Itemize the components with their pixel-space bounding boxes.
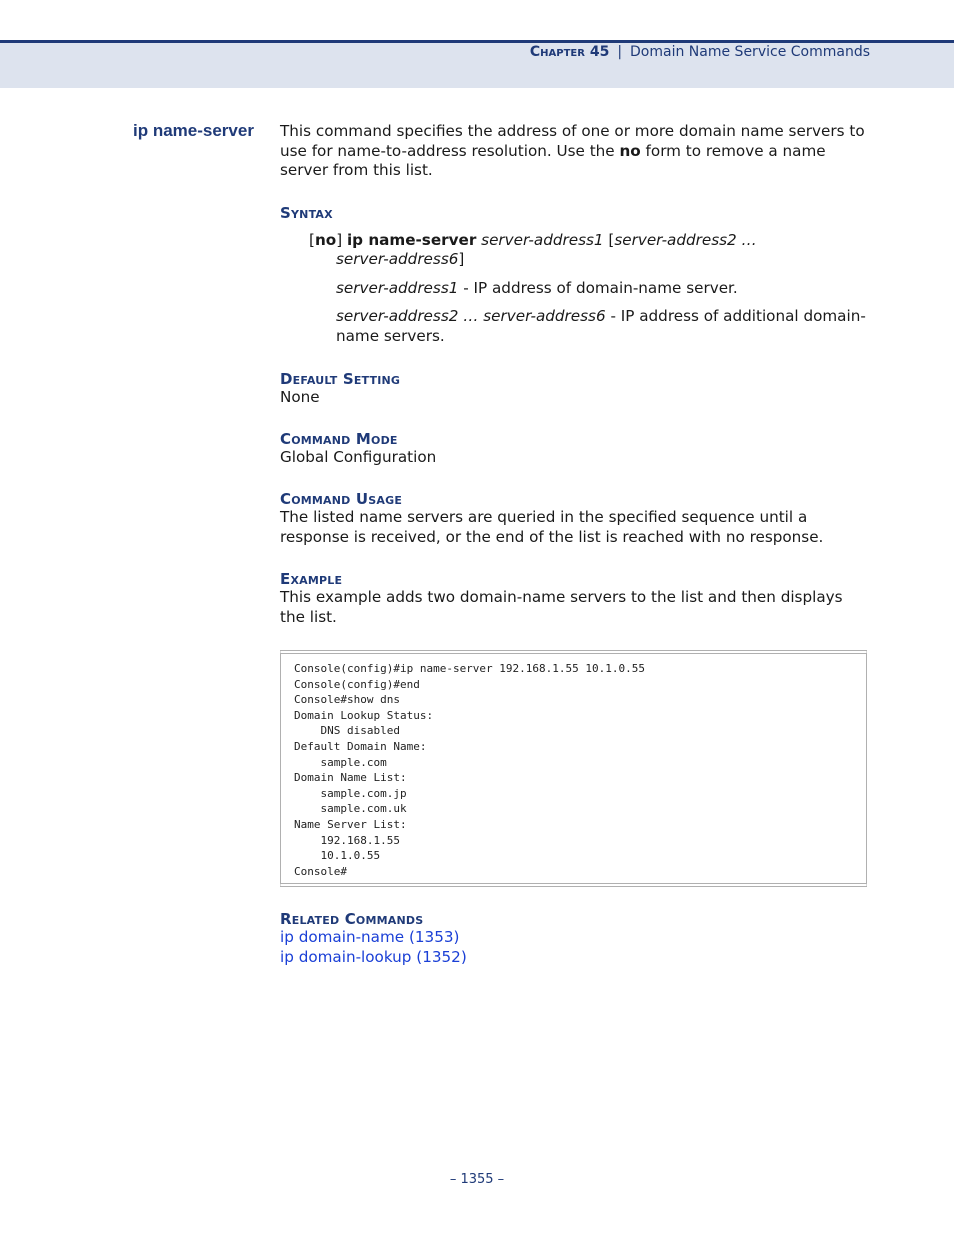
related-link-ip-domain-name[interactable]: ip domain-name (1353) (280, 928, 460, 947)
command-body (280, 122, 870, 967)
syntax-no: no (314, 230, 337, 249)
param-name: server-address1 (336, 278, 459, 297)
command-mode-heading: Command Mode (280, 429, 398, 448)
syntax-bracket: [ (309, 230, 315, 249)
param-desc: - IP address of domain-name server. (458, 278, 738, 297)
param-name: server-address2 … server-address6 (336, 307, 606, 325)
syntax-block (309, 231, 870, 270)
syntax-keyword: ip name-server (346, 230, 477, 249)
command-mode-value: Global Configuration (280, 447, 437, 466)
description-no-keyword: no (619, 141, 641, 160)
default-setting-heading: Default Setting (280, 370, 401, 388)
header-separator: | (617, 44, 623, 60)
syntax-heading: Syntax (280, 203, 333, 222)
page-number: – 1355 – (449, 1172, 505, 1187)
description-text-end: form to remove a name server from this list. (280, 141, 826, 179)
default-setting-value: None (280, 388, 320, 406)
param-server-address2-6 (336, 307, 870, 346)
command-title: ip name-server (133, 121, 254, 140)
syntax-line (309, 231, 870, 251)
related-link-ip-domain-lookup[interactable]: ip domain-lookup (1352) (280, 947, 467, 966)
chapter-title: Domain Name Service Commands (630, 44, 870, 60)
syntax-arg1: server-address1 (481, 230, 604, 249)
syntax-arg6: server-address6 (336, 250, 459, 268)
syntax-line-cont (309, 250, 870, 270)
related-commands-heading: Related Commands (280, 910, 424, 929)
command-usage-heading: Command Usage (280, 490, 403, 508)
description-text: This command specifies the address of one or more domain name servers to use for name-to-address resolution. Use the (280, 122, 865, 160)
syntax-bracket: ] (336, 230, 343, 249)
example-description: This example adds two domain-name servers to the list and then displays the list. (280, 588, 843, 626)
command-description (280, 122, 870, 181)
param-server-address1 (336, 279, 870, 299)
example-heading: Example (280, 570, 343, 588)
command-usage-value: The listed name servers are queried in the specified sequence until a response is received, or the end of the list is reached with no response. (280, 508, 824, 546)
syntax-bracket: [ (603, 230, 615, 249)
chapter-label: Chapter 45 (529, 44, 610, 60)
syntax-arg2: server-address2 … (614, 230, 757, 249)
syntax-bracket: ] (458, 250, 465, 268)
running-header (530, 44, 870, 60)
example-code-block: Console(config)#ip name-server 192.168.1.55 10.1.0.55 Console(config)#end Console#show dns Domain Lookup Status: DNS disabled Default Domain Name: sample.com Domain Name List: sample.com.jp sample.com.uk Name Server List: 192.168.1.55 10.1.0.55 Console# (280, 650, 867, 887)
param-desc: - IP address of additional domain-name servers. (336, 307, 866, 345)
